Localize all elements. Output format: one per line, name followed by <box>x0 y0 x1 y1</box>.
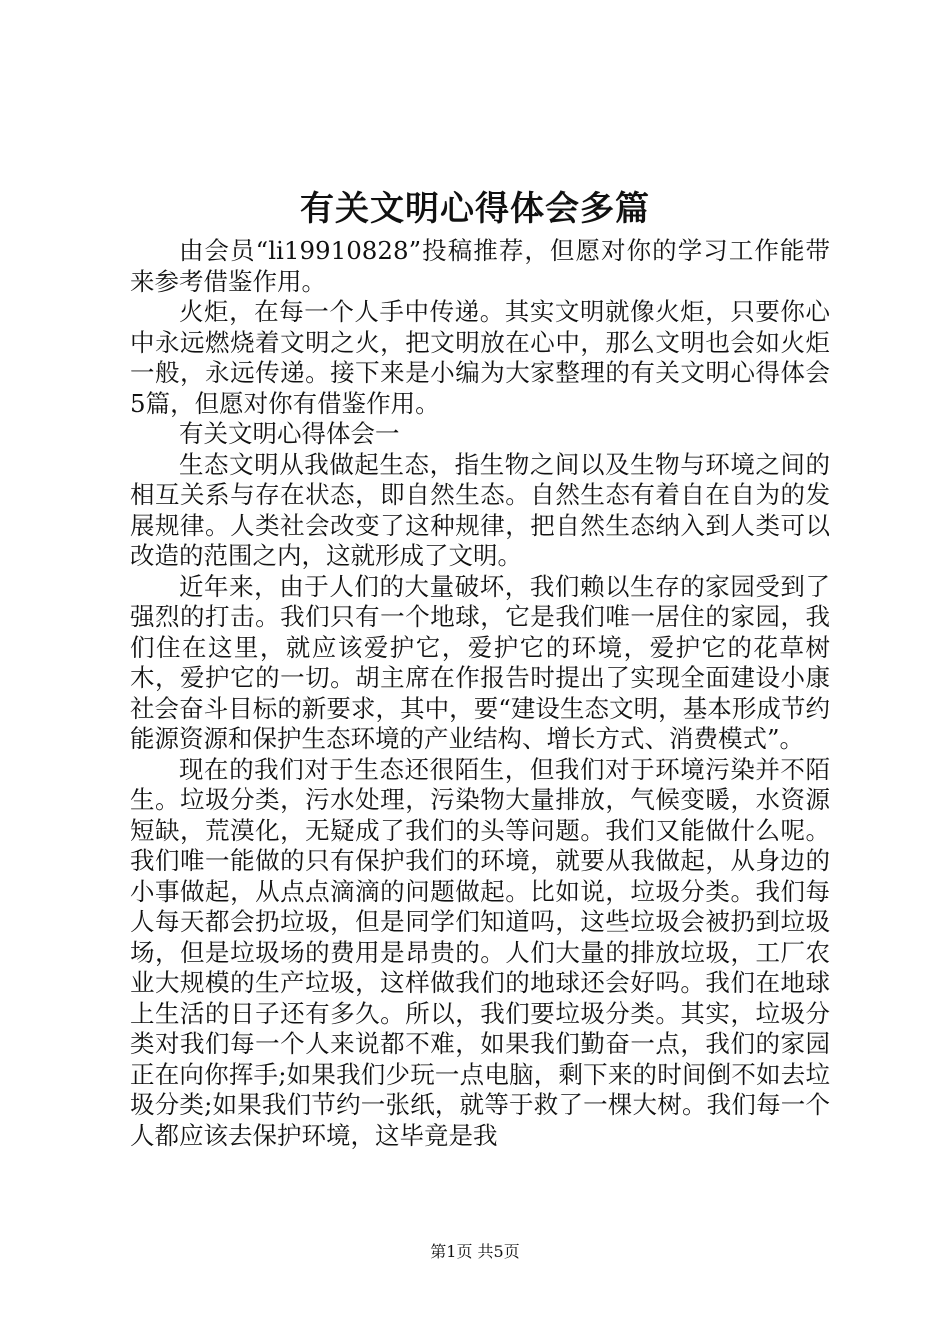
paragraph-garbage-sorting: 现在的我们对于生态还很陌生，但我们对于环境污染并不陌生。垃圾分类，污水处理，污染物大量排放，气候变暖，水资源短缺，荒漠化，无疑成了我们的头等问题。我们又能做什么呢。我们唯一能做的只有保护我们的环境，就要从我做起，从身边的小事做起，从点点滴滴的问题做起。比如说，垃圾分类。我们每人每天都会扔垃圾，但是同学们知道吗，这些垃圾会被扔到垃圾场，但是垃圾场的费用是昂贵的。人们大量的排放垃圾，工厂农业大规模的生产垃圾，这样做我们的地球还会好吗。我们在地球上生活的日子还有多久。所以，我们要垃圾分类。其实，垃圾分类对我们每一个人来说都不难，如果我们勤奋一点，我们的家园正在向你挥手;如果我们少玩一点电脑，剩下来的时间倒不如去垃圾分类;如果我们节约一张纸，就等于救了一棵大树。我们每一个人都应该去保护环境，这毕竟是我 <box>130 754 830 1150</box>
paragraph-torch: 火炬，在每一个人手中传递。其实文明就像火炬，只要你心中永远燃烧着文明之火，把文明放在心中，那么文明也会如火炬一般，永远传递。接下来是小编为大家整理的有关文明心得体会5篇，但愿对你有借鉴作用。 <box>130 297 830 418</box>
document-body <box>130 236 830 1151</box>
paragraph-intro: 由会员“li19910828”投稿推荐，但愿对你的学习工作能带来参考借鉴作用。 <box>130 236 830 296</box>
section-heading: 有关文明心得体会一 <box>179 419 400 448</box>
page-footer: 第1页 共5页 <box>430 1242 520 1261</box>
paragraph-recent-years: 近年来，由于人们的大量破坏，我们赖以生存的家园受到了强烈的打击。我们只有一个地球，它是我们唯一居住的家园，我们住在这里，就应该爱护它，爱护它的环境，爱护它的花草树木，爱护它的一切。胡主席在作报告时提出了实现全面建设小康社会奋斗目标的新要求，其中，要“建设生态文明，基本形成节约能源资源和保护生态环境的产业结构、增长方式、消费模式”。 <box>130 571 830 753</box>
paragraph-ecology: 生态文明从我做起生态，指生物之间以及生物与环境之间的相互关系与存在状态，即自然生态。自然生态有着自在自为的发展规律。人类社会改变了这种规律，把自然生态纳入到人类可以改造的范围之内，这就形成了文明。 <box>130 449 830 570</box>
page-title: 有关文明心得体会多篇 <box>300 189 650 229</box>
